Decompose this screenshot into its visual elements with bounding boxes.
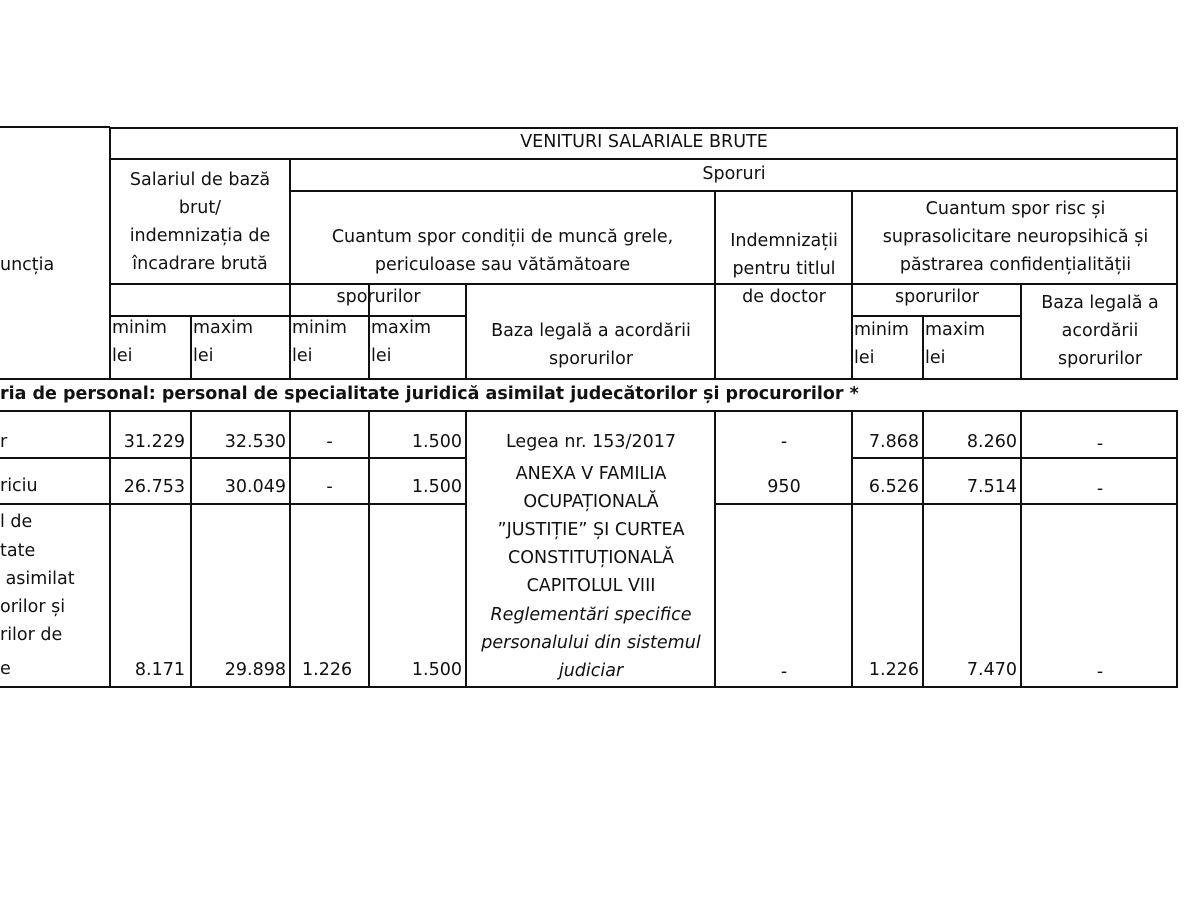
legal-basis-line: CONSTITUȚIONALĂ (508, 548, 674, 568)
header-indemnizatii-line: de doctor (742, 287, 826, 307)
legal-basis-line: OCUPAȚIONALĂ (523, 492, 659, 512)
header-indemnizatii-line: Indemnizații (730, 231, 838, 251)
cell-functia-line: l de (0, 512, 33, 532)
header-lei: lei (925, 348, 946, 368)
header-cuantum-risc-line: păstrarea confidențialității (899, 255, 1132, 275)
cell-cond-max: 1.500 (411, 432, 462, 452)
header-cuantum-conditii-line: Cuantum spor condiții de muncă grele, (331, 227, 674, 247)
header-functia: uncția (0, 255, 55, 275)
header-maxim: maxim (371, 318, 432, 338)
header-venituri-salariale-brute: VENITURI SALARIALE BRUTE (520, 132, 768, 152)
cell-sal-max: 32.530 (224, 432, 286, 452)
cell-risc-max: 7.470 (966, 660, 1017, 680)
cell-functia-line: tate (0, 541, 36, 561)
cell-sal-min: 8.171 (134, 660, 185, 680)
cell-risc-max: 7.514 (966, 477, 1017, 497)
header-baza-legala-line: sporurilor (1057, 349, 1143, 369)
legal-basis-line: Legea nr. 153/2017 (505, 432, 676, 452)
cell-functia: riciu (0, 476, 38, 496)
header-baza-legala-line: sporurilor (548, 349, 634, 369)
cell-sal-max: 29.898 (224, 660, 286, 680)
header-salariul-line: încadrare brută (132, 254, 268, 274)
header-cuantum-risc-line: Cuantum spor risc și (925, 199, 1106, 219)
cell-doctor: - (780, 662, 788, 682)
cell-functia-line: rilor de (0, 625, 63, 645)
cell-risc-max: 8.260 (966, 432, 1017, 452)
cell-functia-line: orilor și (0, 597, 66, 617)
header-cuantum-risc-line: suprasolicitare neuropsihică și (882, 227, 1149, 247)
header-salariul-line: Salariul de bază (129, 170, 271, 190)
cell-sal-min: 31.229 (123, 432, 185, 452)
cell-cond-max: 1.500 (411, 477, 462, 497)
header-lei: lei (371, 346, 392, 366)
header-minim: minim (112, 318, 167, 338)
cell-risc-baza: - (1096, 434, 1104, 454)
cell-sal-max: 30.049 (224, 477, 286, 497)
cell-doctor: 950 (767, 477, 801, 497)
legal-basis-italic-line: personalului din sistemul (481, 633, 701, 653)
category-row: ria de personal: personal de specialitate juridică asimilat judecătorilor și procurorilor * (0, 384, 859, 404)
header-maxim: maxim (193, 318, 254, 338)
header-salariul-line: brut/ (178, 198, 222, 218)
header-sporurilor-conditii: sporurilor (336, 287, 421, 307)
cell-cond-min: - (326, 432, 333, 452)
header-lei: lei (292, 346, 313, 366)
cell-sal-min: 26.753 (123, 477, 185, 497)
header-lei: lei (112, 346, 133, 366)
legal-basis-italic-line: Reglementări specifice (490, 605, 692, 625)
cell-cond-min: - (326, 477, 333, 497)
cell-risc-min: 6.526 (868, 477, 919, 497)
cell-functia: r (0, 432, 8, 452)
header-sporuri: Sporuri (702, 164, 766, 184)
cell-doctor: - (780, 432, 788, 452)
header-sporurilor-risc: sporurilor (894, 287, 980, 307)
header-maxim: maxim (925, 320, 986, 340)
cell-functia-line: asimilat (0, 569, 75, 589)
legal-basis-italic-line: judiciar (558, 661, 624, 681)
cell-risc-min: 7.868 (868, 432, 919, 452)
legal-basis-line: ”JUSTIȚIE” ȘI CURTEA (497, 520, 685, 540)
cell-cond-min: 1.226 (302, 660, 353, 680)
header-indemnizatii-line: pentru titlul (732, 259, 836, 279)
cell-risc-baza: - (1096, 662, 1104, 682)
header-lei: lei (193, 346, 214, 366)
legal-basis-line: ANEXA V FAMILIA (515, 464, 667, 484)
header-baza-legala-line: Baza legală a (1041, 293, 1159, 313)
header-lei: lei (854, 348, 875, 368)
header-cuantum-conditii-line: periculoase sau vătămătoare (374, 255, 631, 275)
header-minim: minim (854, 320, 909, 340)
legal-basis-line: CAPITOLUL VIII (526, 576, 656, 596)
cell-cond-max: 1.500 (411, 660, 462, 680)
header-baza-legala-line: Baza legală a acordării (491, 321, 691, 341)
cell-risc-baza: - (1096, 479, 1104, 499)
header-minim: minim (292, 318, 347, 338)
cell-risc-min: 1.226 (868, 660, 919, 680)
cell-functia-line: e (0, 659, 11, 679)
header-salariul-line: indemnizația de (129, 226, 271, 246)
header-baza-legala-line: acordării (1061, 321, 1139, 341)
